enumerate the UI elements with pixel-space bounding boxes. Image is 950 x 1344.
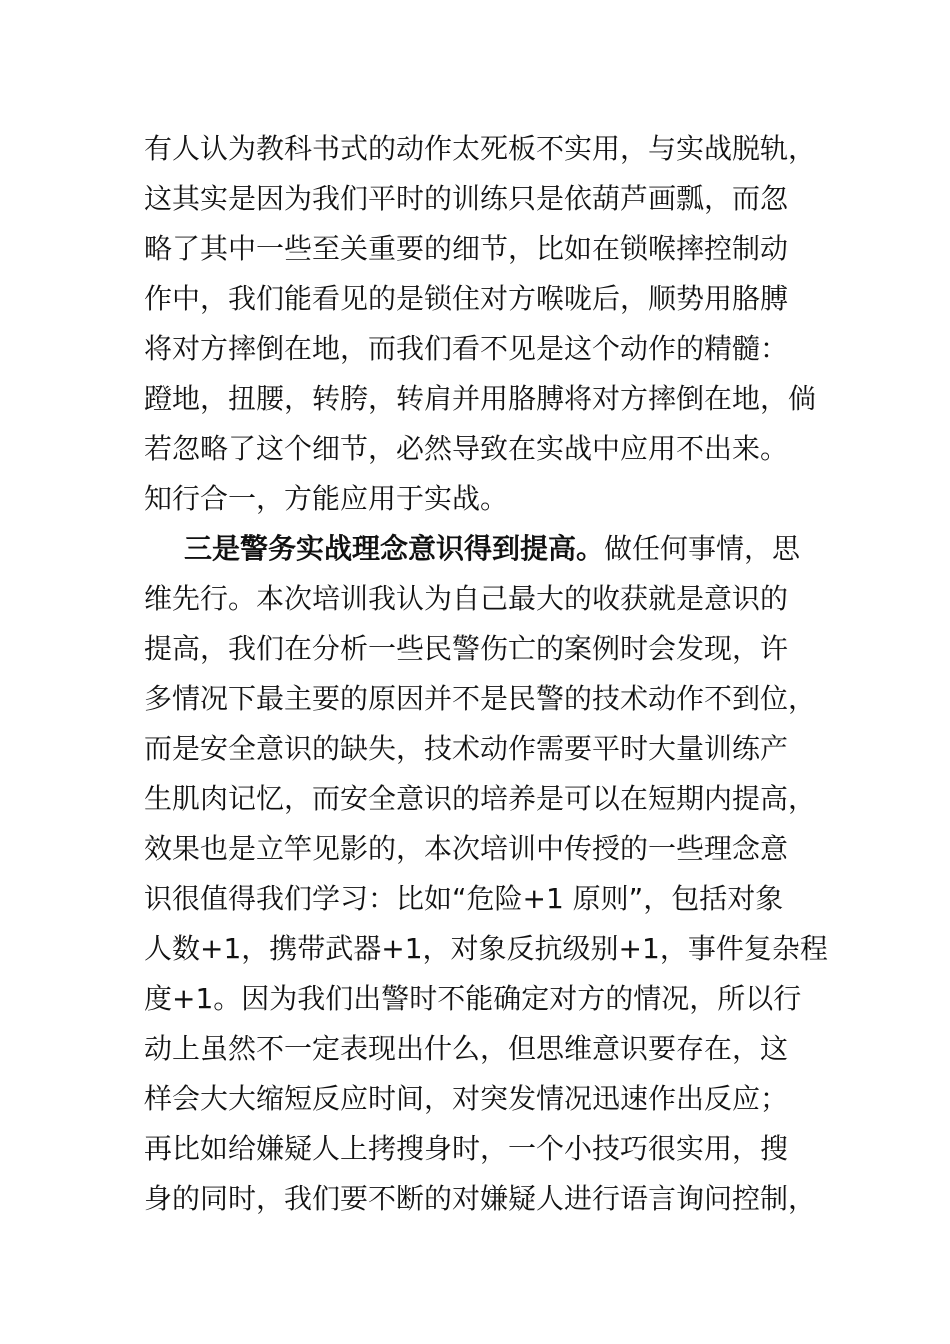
body-text [144, 124, 828, 1224]
paragraph-2-line: 多情况下最主要的原因并不是民警的技术动作不到位， [144, 682, 817, 715]
paragraph-2-first-line [144, 524, 824, 574]
paragraph-2-line: 度+1。因为我们出警时不能确定对方的情况，所以行 [144, 982, 802, 1015]
paragraph-2-line: 动上虽然不一定表现出什么，但思维意识要存在，这 [144, 1032, 789, 1065]
section-heading: 三是警务实战理念意识得到提高。 [184, 532, 605, 565]
paragraph-2-first-line-text: 做任何事情，思 [604, 532, 801, 565]
paragraph-1-line: 略了其中一些至关重要的细节，比如在锁喉摔控制动 [144, 232, 789, 265]
paragraph-1-line: 这其实是因为我们平时的训练只是依葫芦画瓢，而忽 [144, 182, 789, 215]
paragraph-2-line: 人数+1，携带武器+1，对象反抗级别+1，事件复杂程 [144, 932, 828, 965]
paragraph-2-line: 而是安全意识的缺失，技术动作需要平时大量训练产 [144, 732, 789, 765]
paragraph-1-line: 有人认为教科书式的动作太死板不实用，与实战脱轨， [144, 132, 817, 165]
paragraph-1-line: 蹬地，扭腰，转胯，转肩并用胳膊将对方摔倒在地，倘 [144, 382, 817, 415]
paragraph-1-line: 知行合一，方能应用于实战。 [144, 482, 509, 515]
paragraph-2-line: 维先行。本次培训我认为自己最大的收获就是意识的 [144, 582, 789, 615]
paragraph-1-line: 将对方摔倒在地，而我们看不见是这个动作的精髓： [144, 332, 789, 365]
paragraph-1-line: 作中，我们能看见的是锁住对方喉咙后，顺势用胳膊 [144, 282, 789, 315]
paragraph-2-line: 样会大大缩短反应时间，对突发情况迅速作出反应； [144, 1082, 789, 1115]
paragraph-1-line: 若忽略了这个细节，必然导致在实战中应用不出来。 [144, 432, 789, 465]
paragraph-2-line: 再比如给嫌疑人上拷搜身时，一个小技巧很实用，搜 [144, 1132, 789, 1165]
paragraph-2-line: 识很值得我们学习：比如“危险+1 原则”，包括对象 [144, 882, 784, 915]
paragraph-2-line: 效果也是立竿见影的，本次培训中传授的一些理念意 [144, 832, 789, 865]
paragraph-2-line: 生肌肉记忆，而安全意识的培养是可以在短期内提高， [144, 782, 817, 815]
paragraph-2-line: 提高，我们在分析一些民警伤亡的案例时会发现，许 [144, 632, 789, 665]
paragraph-2-line: 身的同时，我们要不断的对嫌疑人进行语言询问控制， [144, 1182, 817, 1215]
